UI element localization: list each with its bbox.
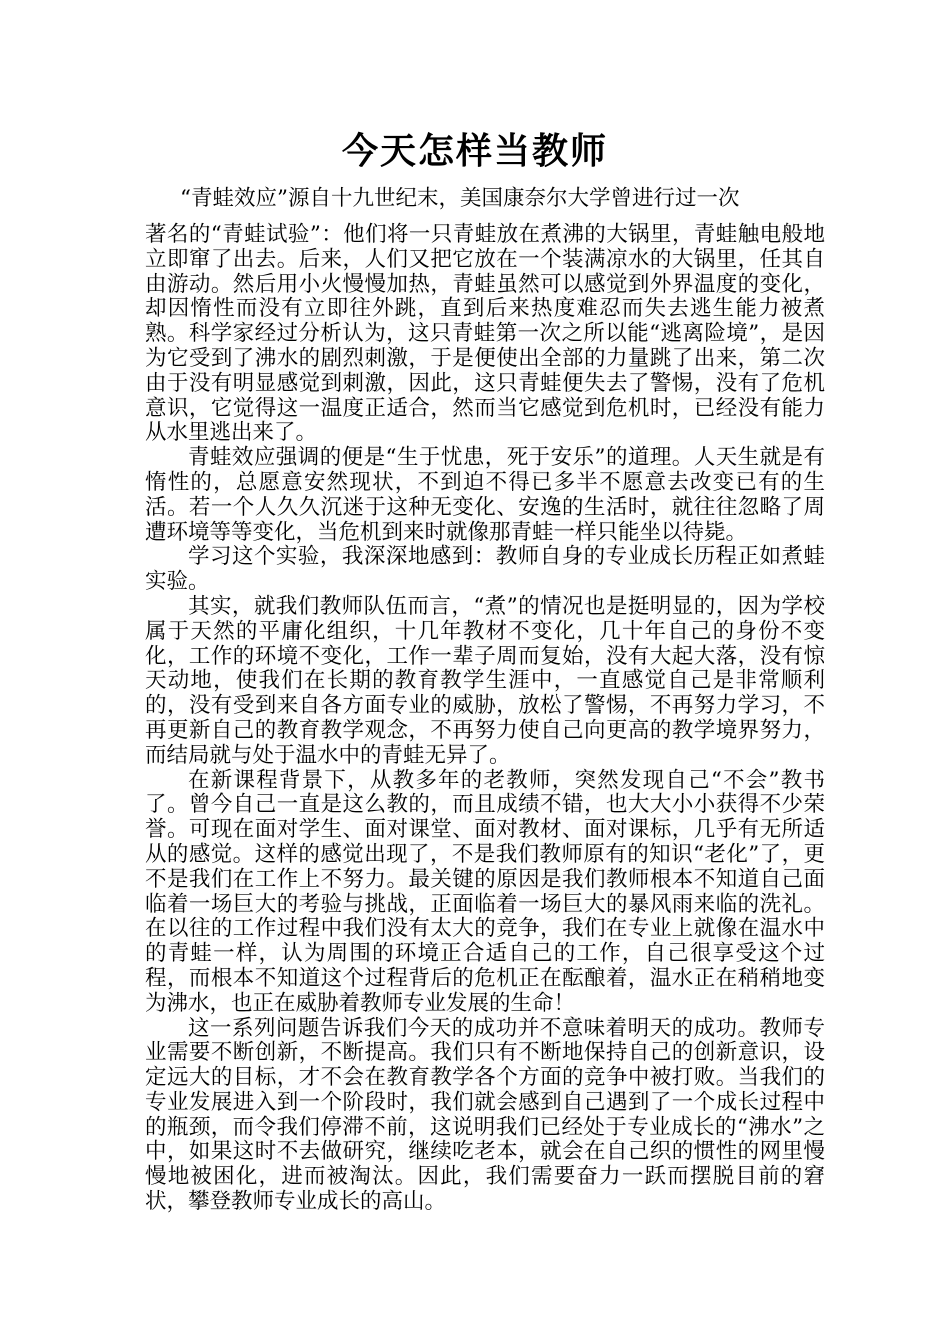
paragraph-1-first-line: “青蛙效应”源自十九世纪末，美国康奈尔大学曾进行过一次 xyxy=(180,186,740,211)
paragraph-3: 学习这个实验，我深深地感到：教师自身的专业成长历程正如煮蛙实验。 xyxy=(145,544,825,595)
paragraph-5: 在新课程背景下，从教多年的老教师，突然发现自己“不会”教书了。曾今自己一直是这么教的，而且成绩不错，也大大小小获得不少荣誉。可现在面对学生、面对课堂、面对教材、面对课标，几乎有无所适从的感觉。这样的感觉出现了，不是我们教师原有的知识“老化”了，更不是我们在工作上不努力。最关键的原因是我们教师根本不知道自己面临着一场巨大的考验与挑战，正面临着一场巨大的暴风雨来临的洗礼。在以往的工作过程中我们没有太大的竞争，我们在专业上就像在温水中的青蛙一样，认为周围的环境正合适自己的工作，自己很享受这个过程，而根本不知道这个过程背后的危机正在酝酿着，温水正在稍稍地变为沸水，也正在威胁着教师专业发展的生命！ xyxy=(145,767,825,1016)
paragraph-2: 青蛙效应强调的便是“生于忧患，死于安乐”的道理。人天生就是有惰性的，总愿意安然现状，不到迫不得已多半不愿意去改变已有的生活。若一个人久久沉迷于这种无变化、安逸的生活时，就往往忽略了周遭环境等等变化，当危机到来时就像那青蛙一样只能坐以待毙。 xyxy=(145,445,825,545)
document-title: 今天怎样当教师 xyxy=(341,130,608,172)
paragraph-4: 其实，就我们教师队伍而言，“煮”的情况也是挺明显的，因为学校属于天然的平庸化组织，十几年教材不变化，几十年自己的身份不变化，工作的环境不变化，工作一辈子周而复始，没有大起大落，没有惊天动地，使我们在长期的教育教学生涯中，一直感觉自己是非常顺利的，没有受到来自各方面专业的威胁，放松了警惕，不再努力学习，不再更新自己的教育教学观念，不再努力使自己向更高的教学境界努力，而结局就与处于温水中的青蛙无异了。 xyxy=(145,593,825,768)
paragraph-6: 这一系列问题告诉我们今天的成功并不意味着明天的成功。教师专业需要不断创新，不断提高。我们只有不断地保持自己的创新意识，设定远大的目标，才不会在教育教学各个方面的竞争中被打败。当我们的专业发展进入到一个阶段时，我们就会感到自己遇到了一个成长过程中的瓶颈，而令我们停滞不前，这说明我们已经处于专业成长的“沸水”之中，如果这时不去做研究，继续吃老本，就会在自己织的惯性的网里慢慢地被困化，进而被淘汰。因此，我们需要奋力一跃而摆脱目前的窘状，攀登教师专业成长的高山。 xyxy=(145,1015,825,1215)
document-body xyxy=(145,223,825,1215)
paragraph-1-continued: 著名的“青蛙试验”：他们将一只青蛙放在煮沸的大锅里，青蛙触电般地立即窜了出去。后来，人们又把它放在一个装满凉水的大锅里，任其自由游动。然后用小火慢慢加热，青蛙虽然可以感觉到外界温度的变化，却因惰性而没有立即往外跳，直到后来热度难忍而失去逃生能力被煮熟。科学家经过分析认为，这只青蛙第一次之所以能“逃离险境”，是因为它受到了沸水的剧烈刺激，于是便使出全部的力量跳了出来，第二次由于没有明显感觉到刺激，因此，这只青蛙便失去了警惕，没有了危机意识，它觉得这一温度正适合，然而当它感觉到危机时，已经没有能力从水里逃出来了。 xyxy=(145,222,825,446)
